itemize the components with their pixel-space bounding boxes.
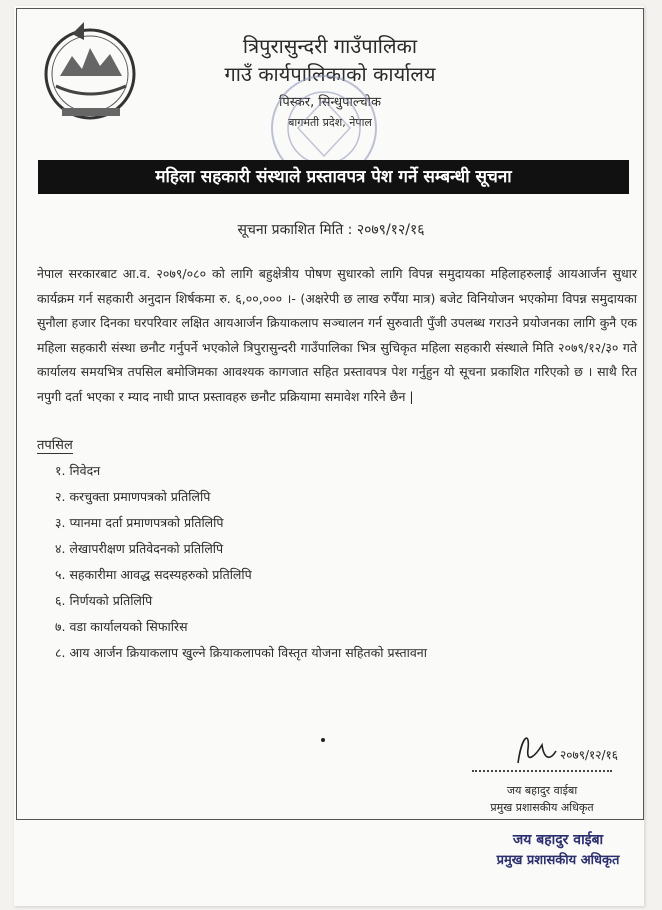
list-item: १. निवेदन <box>55 463 101 478</box>
list-item: २. करचुक्ता प्रमाणपत्रको प्रतिलिपि <box>55 489 211 504</box>
municipality-name: त्रिपुरासुन्दरी गाउँपालिका <box>242 34 418 58</box>
list-item: ६. निर्णयको प्रतिलिपि <box>55 593 153 608</box>
handwritten-signature-icon <box>478 725 618 775</box>
notice-body <box>37 262 637 409</box>
signatory-name: जय बहादुर वाईबा <box>506 784 578 797</box>
signature-date: २०७९/१२/१६ <box>560 748 618 762</box>
list-item: ७. वडा कार्यालयको सिफारिस <box>55 619 188 634</box>
notice-title-banner: महिला सहकारी संस्थाले प्रस्तावपत्र पेश गर्ने सम्बन्धी सूचना <box>38 160 629 194</box>
list-item: ३. प्यानमा दर्ता प्रमाणपत्रको प्रतिलिपि <box>55 515 224 530</box>
title-stamp: प्रमुख प्रशासकीय अधिकृत <box>496 853 620 868</box>
office-name: गाउँ कार्यपालिकाको कार्यालय <box>224 62 436 86</box>
signatory-title: प्रमुख प्रशासकीय अधिकृत <box>490 801 594 814</box>
list-item: ४. लेखापरीक्षण प्रतिवेदनको प्रतिलिपि <box>55 541 224 556</box>
signature-line <box>472 770 612 772</box>
province: बागमती प्रदेश, नेपाल <box>288 116 372 129</box>
name-stamp: जय बहादुर वाईबा <box>512 832 604 848</box>
tapasil-heading: तपसिल <box>37 435 73 454</box>
list-item: ५. सहकारीमा आवद्ध सदस्यहरुको प्रतिलिपि <box>55 567 252 582</box>
notice-paragraph: नेपाल सरकारबाट आ.व. २०७९/०८० को लागि बहुक्षेत्रीय पोषण सुधारको लागि विपन्न समुदायका महिलाहरुलाई आयआर्जन सुधार कार्यक्रम गर्न सहकारी अनुदान शिर्षकमा रु. ६,००,००० ।- (अक्षरेपी छ लाख रुपैँया मात्र) बजेट विनियोजन भएकोमा विपन्न समुदायका सुनौला हजार दिनका घरपरिवार लक्षित आयआर्जन क्रियाकलाप सञ्चालन गर्न सुरुवाती पुँजी उपलब्ध गराउने प्रयोजनका लागि कुनै एक महिला सहकारी संस्था छनौट गर्नुपर्ने भएकोले त्रिपुरासुन्दरी गाउँपालिका भित्र सुचिकृत महिला सहकारी संस्थाले मिति २०७९/१२/३० गते कार्यालय समयभित्र तपसिल बमोजिमका आवश्यक कागजात सहित प्रस्तावपत्र पेश गर्नुहुन यो सूचना प्रकाशित गरिएको छ । साथै रित नपुगी दर्ता भएका र म्याद नाघी प्राप्त प्रस्तावहरु छनौट प्रक्रियामा समावेश गरिने छैन | <box>37 266 637 404</box>
list-item: ८. आय आर्जन क्रियाकलाप खुल्ने क्रियाकलापको विस्तृत योजना सहितको प्रस्तावना <box>55 645 427 660</box>
publish-date: सूचना प्रकाशित मिति : २०७९/१२/१६ <box>237 222 425 238</box>
ink-dot <box>321 738 325 742</box>
office-address: पिस्कर, सिन्धुपाल्चोक <box>279 95 381 110</box>
nepal-emblem-icon <box>32 14 150 124</box>
document-list <box>55 458 427 666</box>
